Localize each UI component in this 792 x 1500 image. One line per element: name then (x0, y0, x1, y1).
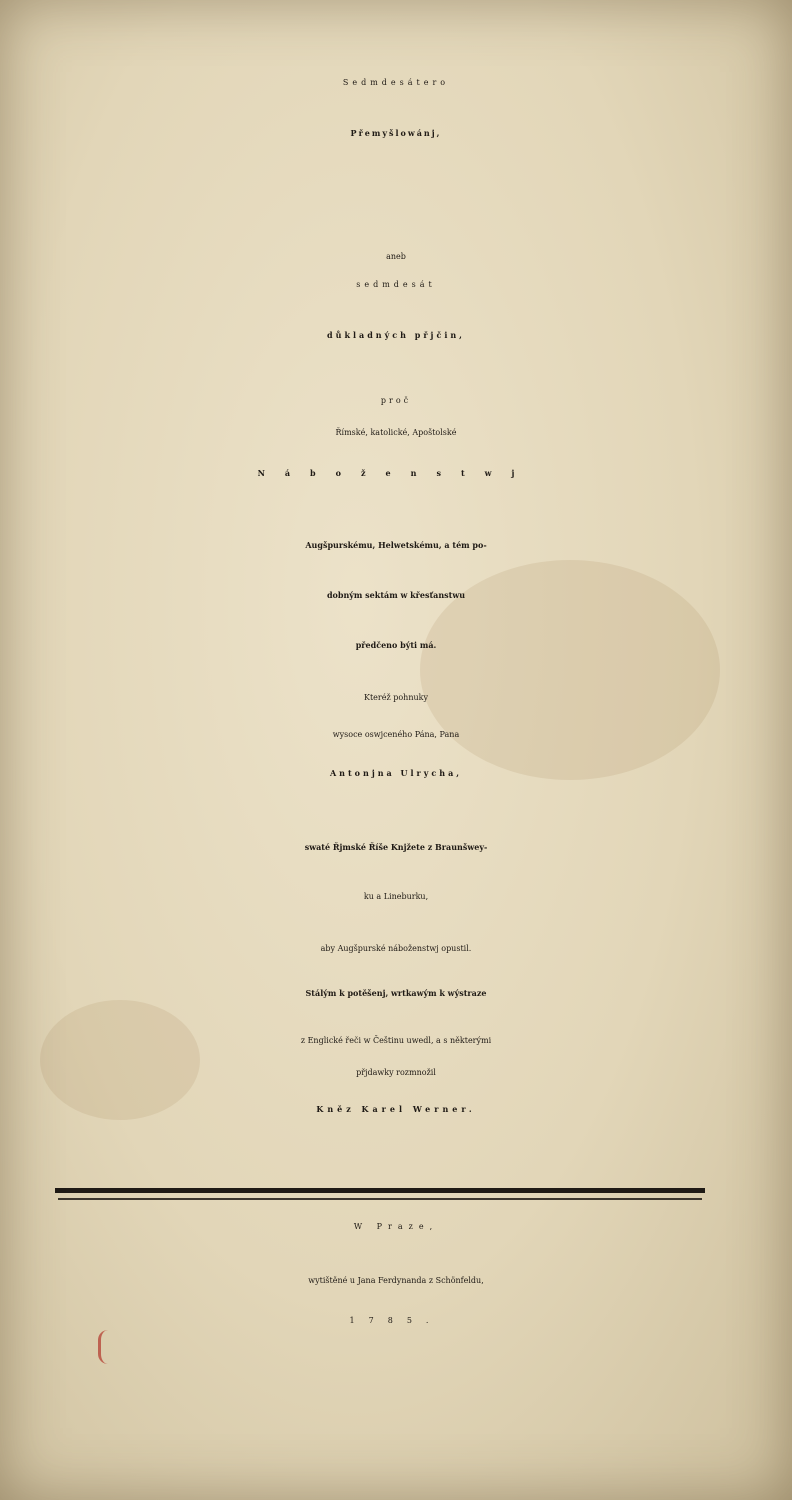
paper-stain (40, 1000, 200, 1120)
title-line-4: sedmdesát (356, 280, 436, 289)
divider-rule-thin (58, 1198, 702, 1200)
title-line-18: Stálým k potěšenj, wrtkawým k wýstraze (305, 988, 487, 998)
title-line-15: swaté Řjmské Říše Knjžete z Braunšwey- (304, 842, 488, 852)
title-line-3: aneb (386, 252, 406, 261)
title-line-17: aby Augšpurské náboženstwj opustil. (320, 944, 472, 953)
title-line-13: wysoce oswjceného Pána, Pana (332, 730, 460, 739)
title-line-10: dobným sektám w křesťanstwu (326, 590, 466, 600)
title-line-19: z Englické řeči w Češtinu uwedl, a s některými (300, 1036, 492, 1045)
translator-name: Kněz Karel Werner. (316, 1104, 476, 1114)
title-line-7: Římské, katolické, Apoštolské (335, 428, 457, 437)
subject-name: Antonjna Ulrycha, (329, 768, 463, 778)
imprint-year: 1785. (349, 1316, 443, 1325)
title-line-1: Sedmdesátero (342, 78, 450, 87)
title-line-12: Kteréž pohnuky (363, 693, 428, 702)
imprint-place: W Praze, (353, 1222, 439, 1231)
title-line-8: Náboženstwj (257, 468, 535, 478)
divider-rule (55, 1188, 705, 1193)
imprint-printer: wytištěné u Jana Ferdynanda z Schönfeldu, (308, 1276, 484, 1285)
title-line-5: důkladných přjčin, (327, 330, 465, 340)
title-line-11: předčeno býti má. (355, 640, 437, 650)
title-line-20: přjdawky rozmnožil (356, 1068, 436, 1077)
title-line-6: proč (380, 396, 412, 405)
title-line-16: ku a Lineburku, (363, 892, 429, 901)
title-line-9: Augšpurskému, Helwetskému, a tém po- (305, 540, 487, 550)
red-ink-mark (98, 1330, 111, 1364)
main-title: Přemyšlowánj, (350, 128, 442, 138)
